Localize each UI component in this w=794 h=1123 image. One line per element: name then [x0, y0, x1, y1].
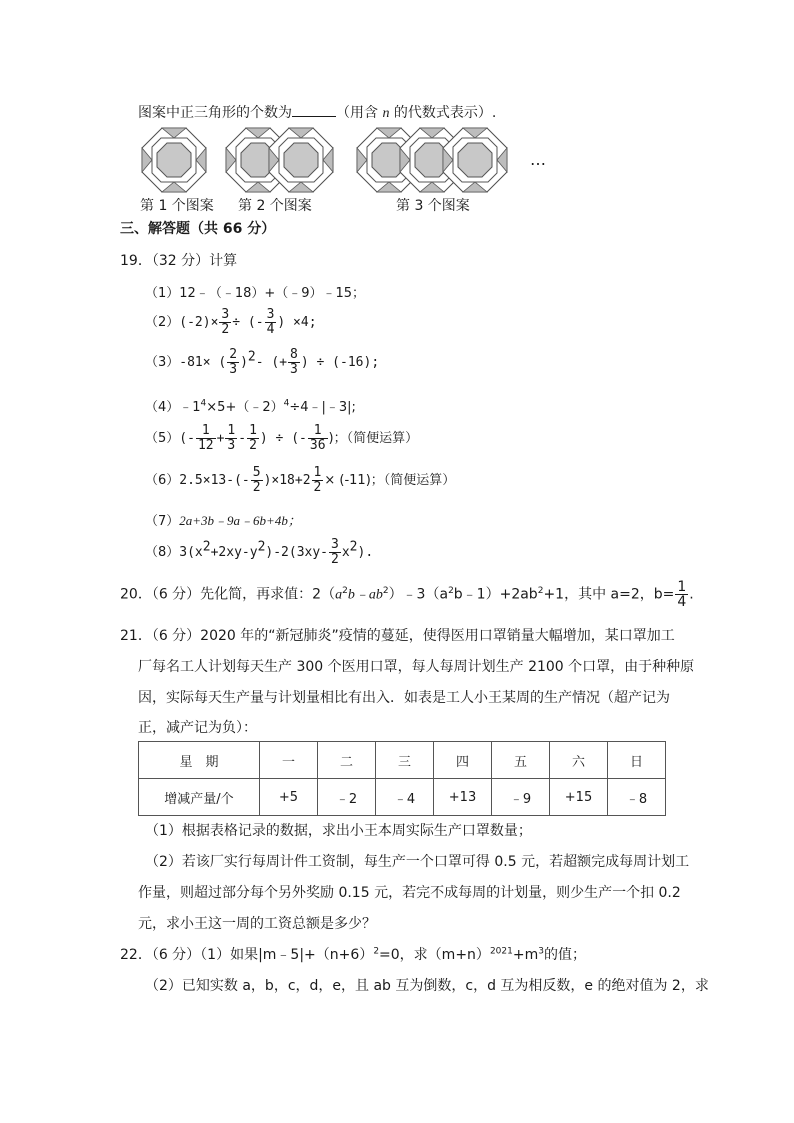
denominator: 36 [309, 438, 326, 453]
denominator: 4 [677, 594, 687, 610]
q21-line-4: 正，减产记为负）： [138, 720, 257, 736]
numerator: 1 [227, 423, 236, 438]
q21-line-1: 21．（6 分）2020 年的“新冠肺炎”疫情的蔓延，使得医用口罩销量大幅增加，某口罩加工 [120, 628, 675, 644]
denominator: 12 [197, 438, 214, 453]
table-cell: ﹣8 [608, 779, 666, 816]
numerator: 1 [249, 423, 257, 438]
numerator: 3 [221, 307, 230, 322]
expr: ) ×4; [277, 315, 317, 330]
pattern-figures [130, 125, 550, 195]
expr: ）﹣3（a [388, 586, 449, 603]
figure-label-3: 第 3 个图案 [396, 198, 470, 214]
table-cell: 四 [434, 742, 492, 779]
table-cell: 六 [550, 742, 608, 779]
expr: - [238, 431, 247, 446]
expr: b﹣1）+2ab [453, 586, 538, 603]
part-label: （6） [145, 473, 180, 488]
expr: × (-11)；（简便运算） [324, 473, 456, 488]
denominator: 4 [266, 322, 275, 337]
part-label: （3） [145, 355, 180, 370]
expr: + [216, 431, 225, 446]
q21-sub1: （1）根据表格记录的数据，求出小王本周实际生产口罩数量； [145, 823, 532, 839]
exponent: 2 [257, 539, 266, 555]
expr: a [335, 587, 343, 603]
expr: 的值； [543, 947, 586, 963]
table-cell: 三 [376, 742, 434, 779]
fraction [251, 466, 263, 495]
q19-part4 [145, 396, 356, 415]
fraction [247, 424, 259, 453]
expr: +2xy-y [210, 545, 258, 560]
numerator: 2 [229, 347, 238, 362]
denominator: 3 [229, 362, 238, 377]
q21-sub2-line-1: （2）若该厂实行每周计件工资制，每生产一个口罩可得 0.5 元，若超额完成每周计划工 [145, 854, 690, 870]
q19-part5 [145, 424, 418, 453]
q18-var: n [382, 106, 390, 121]
fraction [225, 424, 237, 453]
expr: 22．（6 分）（1）如果|m﹣5|+（n+6） [120, 947, 374, 963]
exponent: 2 [448, 585, 454, 596]
q21-line-2: 厂每名工人计划每天生产 300 个医用口罩，每人每周计划生产 2100 个口罩，由于种种原 [138, 659, 695, 675]
table-cell: +5 [260, 779, 318, 816]
q18-suffix-post: 的代数式表示）. [389, 105, 497, 121]
expr: x [341, 545, 350, 560]
pattern-ellipsis: … [530, 150, 546, 169]
denominator: 3 [290, 362, 298, 377]
fraction [219, 308, 231, 337]
exponent: 2 [342, 585, 348, 596]
expr: ) [240, 355, 248, 370]
expr: ) ÷ (-16); [300, 355, 380, 370]
q19-head: 19．（32 分）计算 [120, 253, 238, 269]
numerator: 3 [266, 307, 275, 322]
expr: b﹣ab [347, 587, 383, 603]
table-cell: ﹣2 [318, 779, 376, 816]
numerator: 8 [290, 347, 298, 362]
expr: . [689, 586, 694, 603]
table-cell: 一 [260, 742, 318, 779]
expr: ×5+（﹣2） [206, 400, 284, 415]
part-label: （7） [145, 514, 180, 529]
expr: (- [179, 431, 195, 446]
expr: (-2)× [179, 315, 219, 330]
expr: =0，求（m+n） [379, 947, 490, 963]
expr: （4）﹣1 [145, 400, 201, 415]
numerator: 3 [331, 537, 339, 552]
fraction [196, 424, 216, 453]
fraction [675, 580, 688, 609]
expr: )；（简便运算） [328, 431, 419, 446]
figure-label-1: 第 1 个图案 [140, 198, 214, 214]
fraction [227, 348, 239, 377]
section-title: 三、解答题（共 66 分） [120, 221, 276, 237]
expr: ÷ (- [232, 315, 264, 330]
exponent: 4 [200, 398, 207, 409]
expr: )-2(3xy- [265, 545, 329, 560]
q22-line-2: （2）已知实数 a，b，c，d，e，且 ab 互为倒数，c，d 互为相反数，e 的绝对值为 2，求 [145, 978, 709, 994]
expr: ) ÷ (- [259, 431, 307, 446]
q21-line-3: 因，实际每天生产量与计划量相比有出入．如表是工人小王某周的生产情况（超产记为 [138, 690, 670, 706]
q18-text: 图案中正三角形的个数为 [138, 105, 292, 121]
part-label: （5） [145, 431, 180, 446]
denominator: 2 [249, 438, 257, 453]
exponent: 2021 [489, 946, 513, 957]
table-cell: 星 期 [139, 742, 260, 779]
exponent: 2 [382, 585, 389, 596]
denominator: 2 [331, 552, 339, 567]
numerator: 5 [252, 465, 261, 480]
table-cell: +13 [434, 779, 492, 816]
numerator: 1 [677, 579, 687, 595]
table-cell: +15 [550, 779, 608, 816]
table-cell: 五 [492, 742, 550, 779]
exponent: 2 [373, 946, 380, 957]
expr: )×18+2 [263, 473, 311, 488]
q19-part3 [145, 348, 379, 377]
denominator: 2 [313, 480, 322, 495]
expr: 2.5×13-(- [179, 473, 250, 488]
q19-part8 [145, 538, 373, 567]
numerator: 1 [308, 424, 328, 439]
table-row [139, 779, 666, 816]
numerator: 1 [313, 465, 322, 480]
denominator: 2 [221, 322, 230, 337]
pattern-1-octagon [142, 128, 206, 192]
table-cell: ﹣4 [376, 779, 434, 816]
exponent: 2 [349, 539, 358, 555]
expr: +m [512, 947, 539, 963]
table-cell: 二 [318, 742, 376, 779]
figure-label-2: 第 2 个图案 [238, 198, 312, 214]
production-table [138, 741, 666, 816]
q19-part2 [145, 308, 317, 337]
table-cell: 日 [608, 742, 666, 779]
exponent: 2 [537, 585, 544, 596]
q20-line [120, 580, 694, 610]
exponent: 4 [283, 398, 290, 409]
table-cell: 增减产量/个 [139, 779, 260, 816]
expr: ÷4﹣|﹣3|; [289, 400, 356, 415]
fraction [288, 348, 300, 377]
table-header-row [139, 742, 666, 779]
answer-blank [292, 104, 336, 117]
table-cell: ﹣9 [492, 779, 550, 816]
exponent: 3 [538, 946, 544, 957]
part-label: （2） [145, 315, 180, 330]
q19-part6 [145, 466, 455, 495]
exponent: 2 [202, 539, 211, 555]
expr: 2a+3b﹣9a﹣6b+4b； [179, 513, 301, 528]
denominator: 2 [252, 480, 261, 495]
q21-sub2-line-2: 作量，则超过部分每个另外奖励 0.15 元，若完不成每周的计划量，则少生产一个扣 0.2 [138, 885, 681, 901]
fraction [265, 308, 277, 337]
expr: - (+ [255, 355, 288, 370]
part-label: （8） [145, 545, 180, 560]
fraction [308, 424, 328, 453]
numerator: 1 [196, 424, 216, 439]
expr: -81× ( [179, 355, 227, 370]
q18-suffix-pre: （用含 [336, 105, 383, 121]
exponent: 2 [247, 349, 256, 365]
fraction [312, 466, 324, 495]
fraction [329, 538, 341, 567]
q19-part1: （1）12﹣（﹣18）+（﹣9）﹣15； [145, 286, 366, 301]
expr: 3(x [179, 545, 203, 560]
q18-tail-line [138, 102, 496, 122]
q19-part7 [145, 510, 301, 529]
q21-sub2-line-3: 元，求小王这一周的工资总额是多少？ [138, 916, 376, 932]
expr: 20．（6 分）先化简，再求值：2（ [120, 586, 336, 603]
expr: +1，其中 a=2，b= [543, 586, 675, 603]
denominator: 3 [227, 438, 236, 453]
expr: ). [357, 545, 374, 560]
q22-line-1 [120, 944, 586, 964]
